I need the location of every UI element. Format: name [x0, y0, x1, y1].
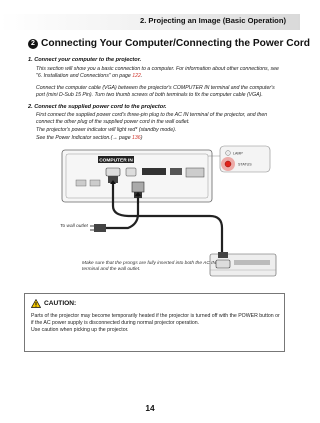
vga-port [106, 168, 120, 176]
page-link-122[interactable]: 122 [132, 73, 141, 80]
caution-heading [31, 299, 76, 308]
lamp-label: LAMP [233, 151, 243, 156]
step1-p1-text: This section will show you a basic connection to a computer. For information about other connections, see "6. Installation and Connections" on page [36, 66, 279, 80]
section-title: Connecting Your Computer/Connecting the Power Cord [41, 38, 311, 49]
section-number-badge: 2 [28, 39, 38, 49]
status-led [225, 161, 231, 167]
warning-icon [31, 299, 41, 308]
to-wall-outlet-label: To wall outlet [60, 224, 88, 229]
page-link-136[interactable]: 136 [132, 135, 141, 141]
wall-plug [94, 224, 106, 232]
prongs-note: Make sure that the prongs are fully inserted into both the AC IN terminal and the wall outlet. [82, 261, 216, 273]
step2-paragraph-2: The projector's power indicator will light red* (standby mode). [36, 127, 177, 133]
caution-line-1: Parts of the projector may become temporarily heated if the projector is turned off with the POWER button or if the AC power supply is disconnected during normal projector operation. [31, 313, 280, 327]
step1-heading: 1. Connect your computer to the projector. [28, 57, 142, 63]
section-title-row [28, 38, 310, 49]
status-label: STATUS [238, 162, 252, 167]
caution-line-2: Use caution when picking up the projector. [31, 327, 129, 334]
chapter-title: 2. Projecting an Image (Basic Operation) [139, 16, 286, 25]
step2-paragraph-1: First connect the supplied power cord's three-pin plug to the AC IN terminal of the projector, and then connect the other plug of the supplied power cord in the wall outlet. [36, 112, 268, 126]
caution-text [31, 313, 281, 335]
step1-paragraph-1: This section will show you a basic connection to a computer. For information about other connections, see "6. Installation and Connections" on page 122. [36, 66, 279, 80]
page-number: 14 [145, 403, 155, 413]
computer-in-label: COMPUTER IN [99, 158, 133, 164]
step2-heading: 2. Connect the supplied power cord to the projector. [28, 104, 167, 110]
step1-paragraph-2: Connect the computer cable (VGA) between the projector's COMPUTER IN terminal and the computer's port (mini D-Sub 15 Pin). Turn two thumb screws of both terminals to fix the computer cable (VGA). [36, 85, 275, 99]
step2-paragraph-3: See the Power Indicator section.(→ page 136) [36, 135, 143, 141]
lamp-led [226, 151, 231, 156]
caution-label: CAUTION: [44, 300, 77, 307]
ac-in-terminal [132, 182, 144, 192]
caution-box [24, 293, 285, 352]
